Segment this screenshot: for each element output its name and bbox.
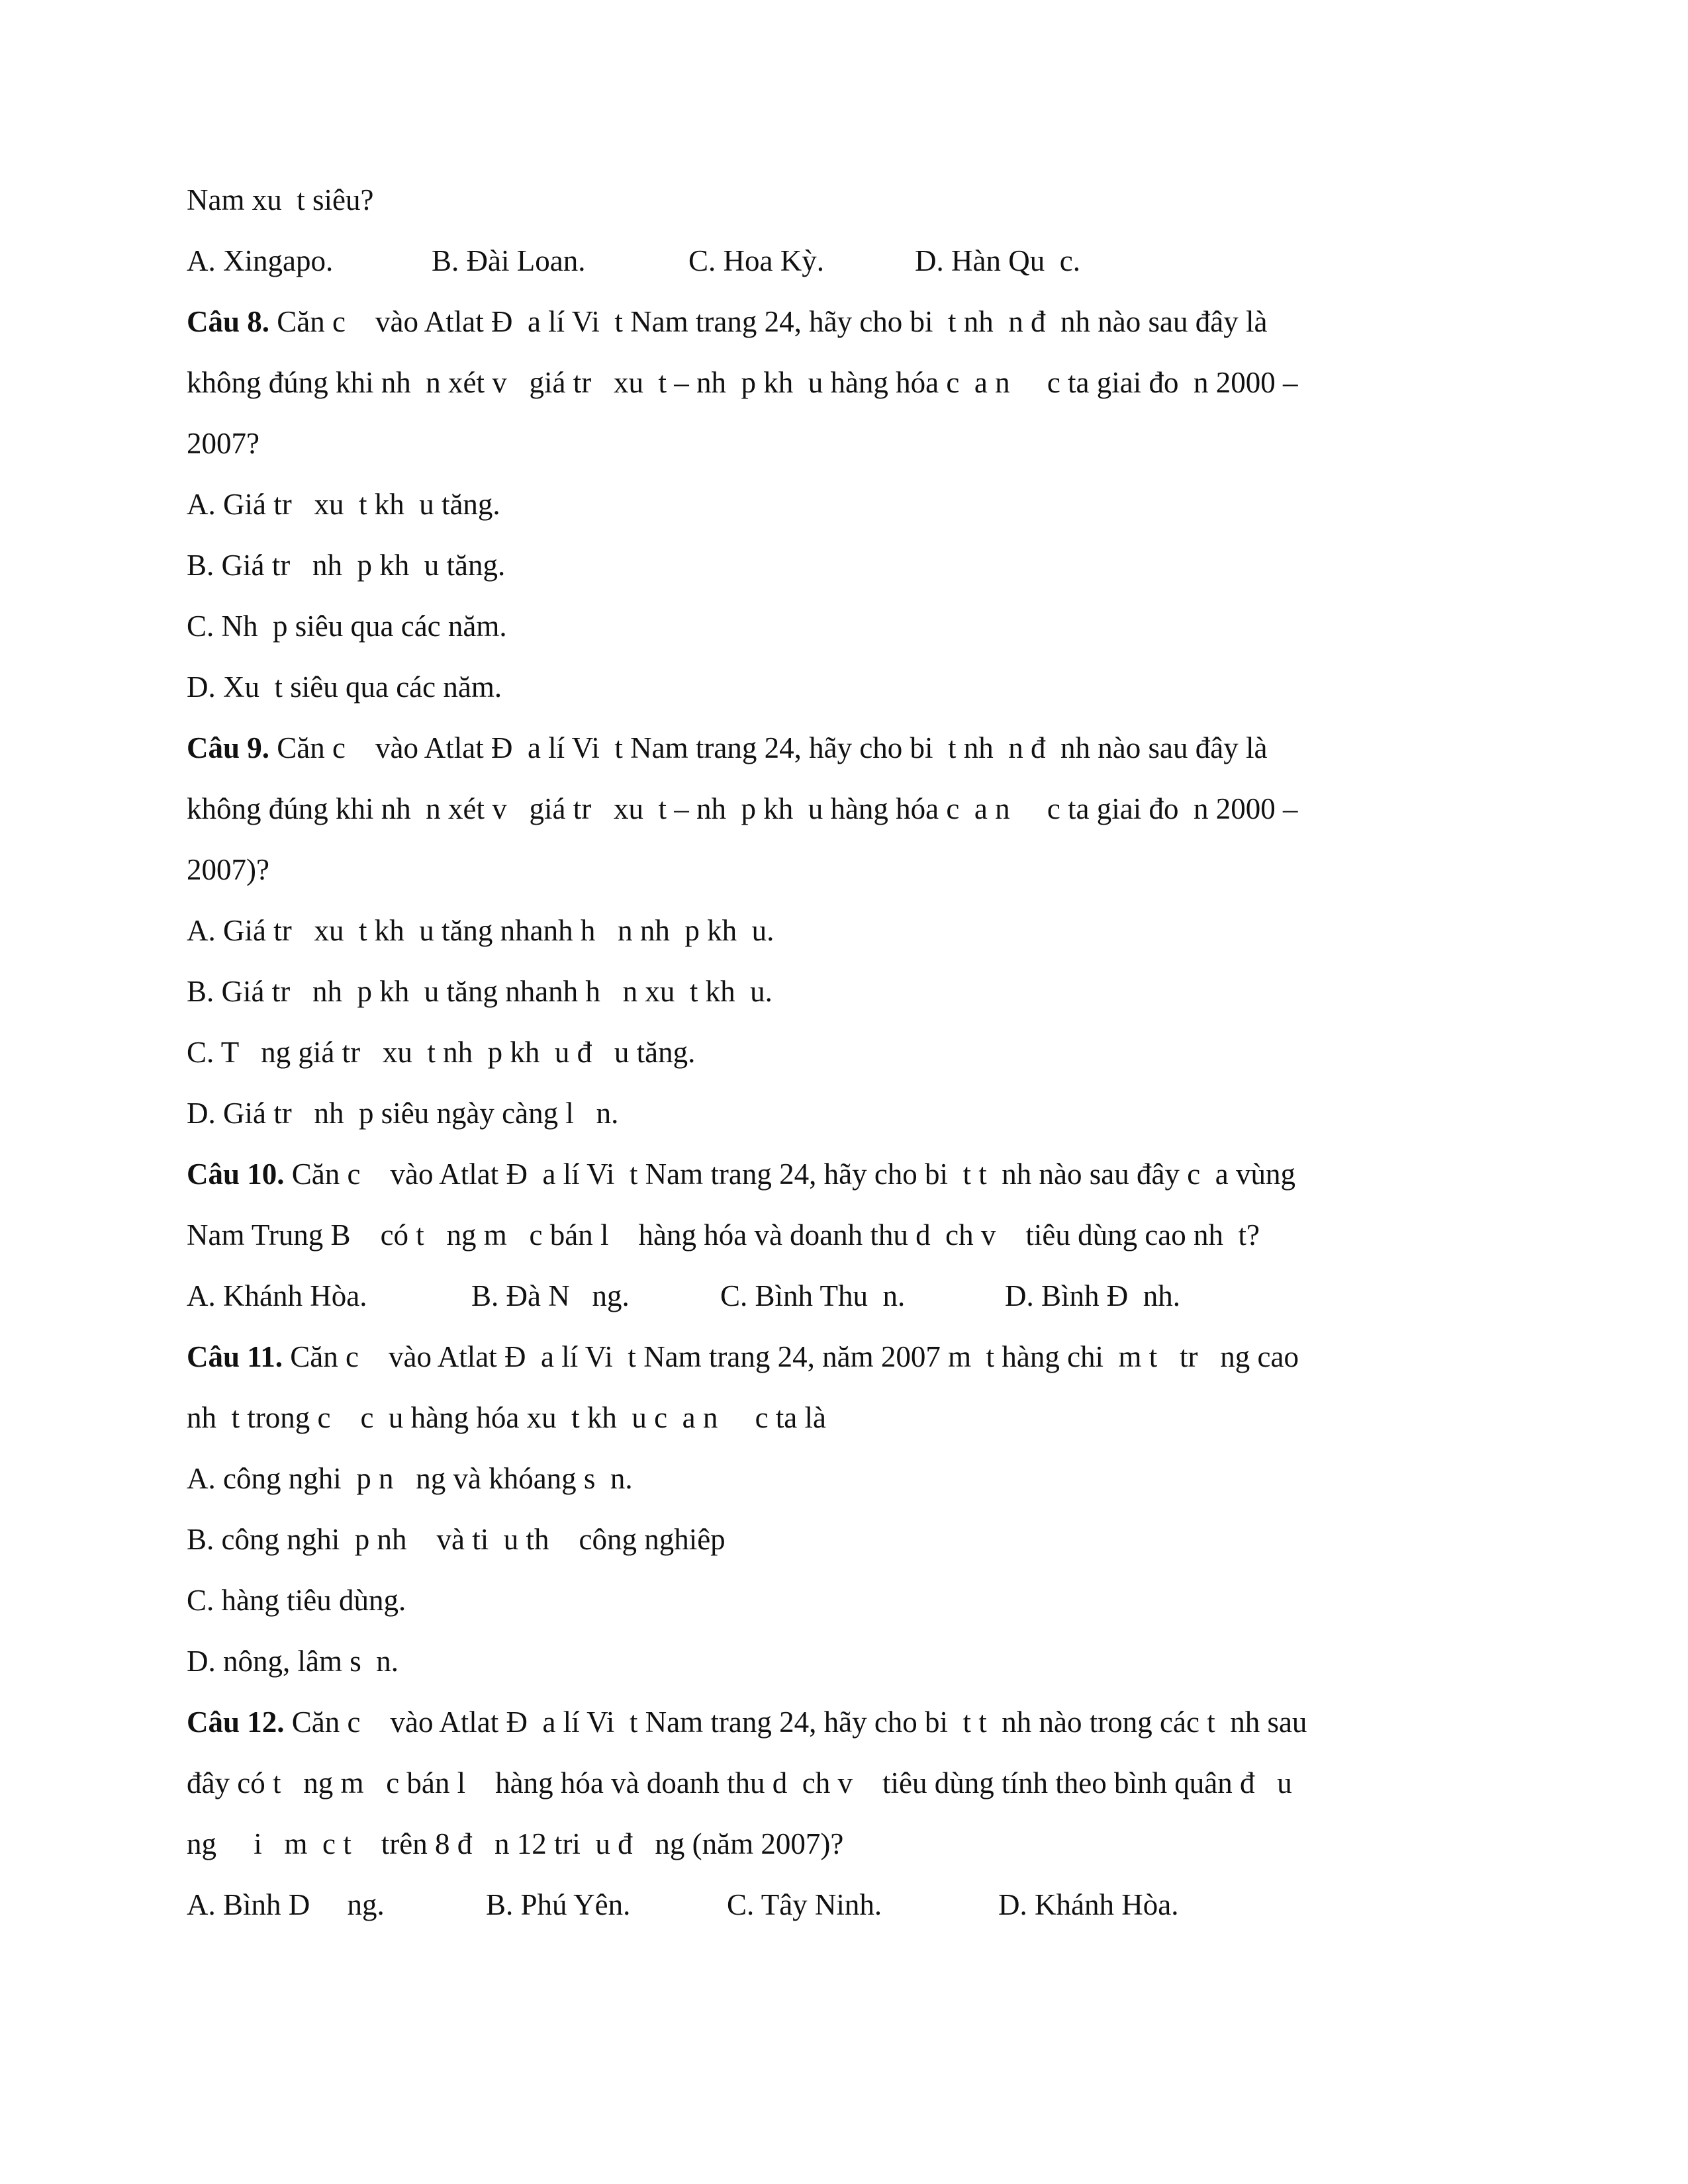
- q9-line-3: 2007)?: [187, 853, 269, 886]
- q11-option-d: D. nông, lâm s n.: [187, 1645, 399, 1678]
- q8-label: Câu 8.: [187, 305, 270, 338]
- q9-option-c: C. T ng giá tr xu t nh p kh u đ u tăng.: [187, 1036, 696, 1069]
- q9-line-2: không đúng khi nh n xét v giá tr xu t – nh p kh u hàng hóa c a n c ta giai đo n 2000 –: [187, 792, 1298, 825]
- prev-option-c: C. Hoa Kỳ.: [688, 244, 824, 277]
- q8-line-1: [187, 302, 1267, 341]
- q12-line-1: [187, 1702, 1307, 1742]
- q9-option-b: B. Giá tr nh p kh u tăng nhanh h n xu t kh u.: [187, 975, 773, 1008]
- q11-option-a: A. công nghi p n ng và khóang s n.: [187, 1462, 633, 1495]
- q12-option-d: D. Khánh Hòa.: [998, 1888, 1179, 1921]
- q8-option-c: C. Nh p siêu qua các năm.: [187, 610, 507, 643]
- q12-option-a: A. Bình D ng.: [187, 1888, 385, 1921]
- q12-option-c: C. Tây Ninh.: [727, 1888, 882, 1921]
- q12-option-b: B. Phú Yên.: [486, 1888, 631, 1921]
- q10-option-a: A. Khánh Hòa.: [187, 1279, 367, 1312]
- q9-option-a: A. Giá tr xu t kh u tăng nhanh h n nh p kh u.: [187, 914, 774, 947]
- q11-label: Câu 11.: [187, 1340, 283, 1373]
- q10-label: Câu 10.: [187, 1158, 285, 1191]
- q9-text-1: Căn c vào Atlat Đ a lí Vi t Nam trang 24, hãy cho bi t nh n đ nh nào sau đây là: [269, 731, 1268, 764]
- q10-option-d: D. Bình Đ nh.: [1005, 1279, 1181, 1312]
- q8-line-3: 2007?: [187, 427, 259, 460]
- q12-line-2: đây có t ng m c bán l hàng hóa và doanh thu d ch v tiêu dùng tính theo bình quân đ u: [187, 1766, 1292, 1799]
- prev-option-d: D. Hàn Qu c.: [915, 244, 1080, 277]
- q10-text-1: Căn c vào Atlat Đ a lí Vi t Nam trang 24, hãy cho bi t t nh nào sau đây c a vùng: [284, 1158, 1295, 1191]
- q8-text-1: Căn c vào Atlat Đ a lí Vi t Nam trang 24, hãy cho bi t nh n đ nh nào sau đây là: [269, 305, 1268, 338]
- q8-line-2: không đúng khi nh n xét v giá tr xu t – nh p kh u hàng hóa c a n c ta giai đo n 2000 –: [187, 366, 1298, 399]
- q9-option-d: D. Giá tr nh p siêu ngày càng l n.: [187, 1097, 619, 1130]
- q12-options: [187, 1885, 1179, 2123]
- q12-line-3: ng i m c t trên 8 đ n 12 tri u đ ng (năm 2007)?: [187, 1827, 844, 1860]
- prev-question-tail: Nam xu t siêu?: [187, 183, 374, 216]
- q8-option-d: D. Xu t siêu qua các năm.: [187, 670, 502, 704]
- q9-label: Câu 9.: [187, 731, 270, 764]
- q12-text-1: Căn c vào Atlat Đ a lí Vi t Nam trang 24, hãy cho bi t t nh nào trong các t nh sau: [284, 1706, 1307, 1739]
- q10-option-b: B. Đà N ng.: [471, 1279, 630, 1312]
- q8-option-a: A. Giá tr xu t kh u tăng.: [187, 488, 500, 521]
- prev-option-a: A. Xingapo.: [187, 244, 334, 277]
- q12-label: Câu 12.: [187, 1706, 285, 1739]
- q10-line-1: [187, 1154, 1295, 1194]
- q8-option-b: B. Giá tr nh p kh u tăng.: [187, 549, 506, 582]
- q11-text-1: Căn c vào Atlat Đ a lí Vi t Nam trang 24, năm 2007 m t hàng chi m t tr ng cao: [283, 1340, 1299, 1373]
- q10-option-c: C. Bình Thu n.: [720, 1279, 906, 1312]
- q11-option-c: C. hàng tiêu dùng.: [187, 1584, 406, 1617]
- q11-line-1: [187, 1337, 1299, 1377]
- q11-line-2: nh t trong c c u hàng hóa xu t kh u c a n c ta là: [187, 1401, 827, 1434]
- q9-line-1: [187, 728, 1267, 768]
- prev-option-b: B. Đài Loan.: [432, 244, 586, 277]
- q10-line-2: Nam Trung B có t ng m c bán l hàng hóa và doanh thu d ch v tiêu dùng cao nh t?: [187, 1218, 1260, 1251]
- q11-option-b: B. công nghi p nh và ti u th công nghiêp: [187, 1523, 726, 1556]
